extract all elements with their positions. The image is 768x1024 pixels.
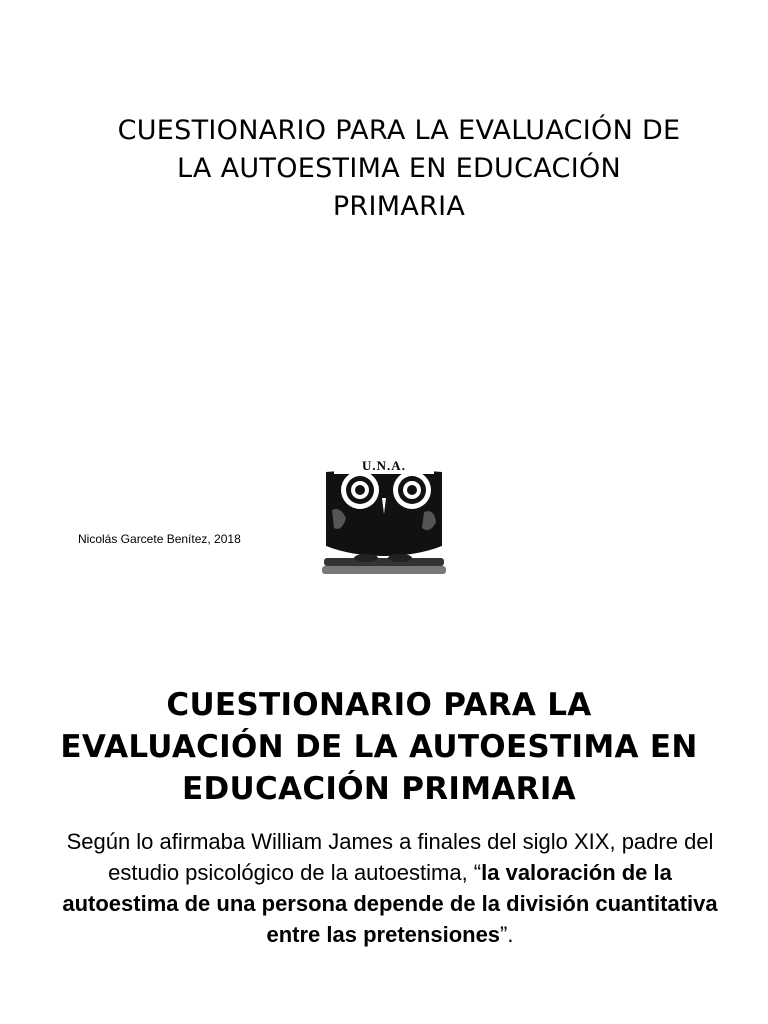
slide-2-title-line-3: EDUCACIÓN PRIMARIA (182, 771, 576, 807)
slide-1-title-line-1: CUESTIONARIO PARA LA EVALUACIÓN DE (117, 115, 681, 146)
slide-2-title-line-2: EVALUACIÓN DE LA AUTOESTIMA EN (60, 729, 698, 765)
slide-2-title-line-1: CUESTIONARIO PARA LA (166, 687, 592, 723)
slide-1-title (40, 112, 758, 226)
slide-2 (0, 640, 768, 1024)
logo-text: U.N.A. (362, 458, 406, 473)
author-credit: Nicolás Garcete Benítez, 2018 (78, 532, 241, 546)
quote-emphasis: la valoración de la autoestima de una persona depende de la división cuantitativa entre las pretensiones (62, 860, 718, 947)
quote-paragraph (50, 826, 730, 950)
quote-intro: Según lo afirmaba William James a finales del siglo XIX, padre del estudio psicológico de la autoestima, “ (66, 829, 714, 885)
slide-1-title-line-2: LA AUTOESTIMA EN EDUCACIÓN (176, 153, 622, 184)
slide-2-title (20, 684, 738, 810)
quote-closing: ”. (500, 922, 514, 947)
logo-graphic (320, 458, 448, 580)
slide-1-title-line-3: PRIMARIA (332, 191, 466, 222)
una-owl-logo-icon (320, 458, 448, 580)
